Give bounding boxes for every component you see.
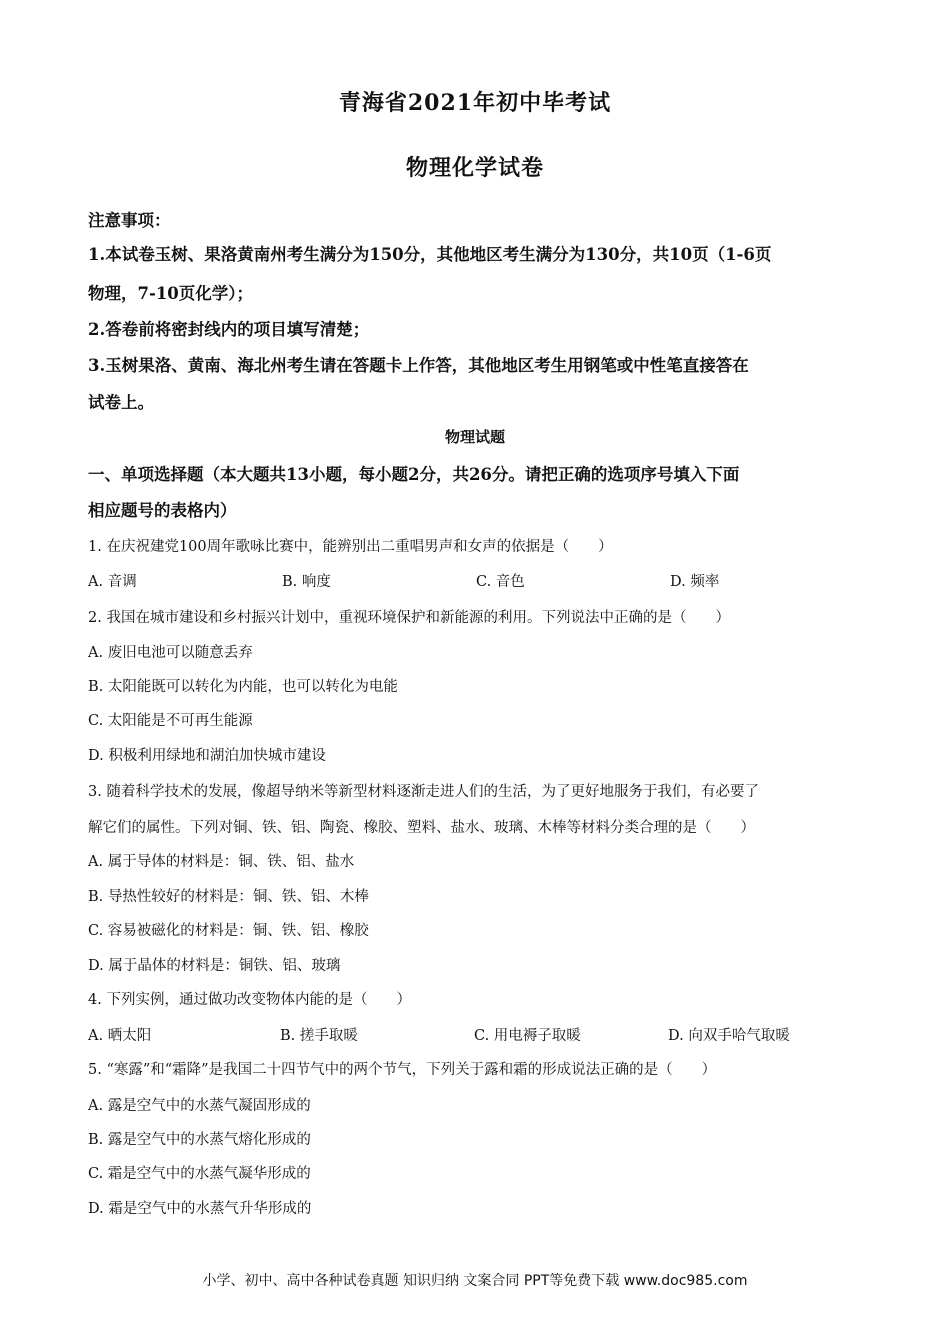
option-d[interactable]: D. 向双手哈气取暖 bbox=[668, 1028, 790, 1044]
option-c[interactable]: C. 音色 bbox=[476, 574, 525, 590]
option-a[interactable]: A. 废旧电池可以随意丢弃 bbox=[88, 645, 253, 661]
question-stem: 1. 在庆祝建党100周年歌咏比赛中，能辨别出二重唱男声和女声的依据是（ ） bbox=[88, 539, 613, 555]
question-stem: 2. 我国在城市建设和乡村振兴计划中，重视环境保护和新能源的利用。下列说法中正确的是（ ） bbox=[88, 610, 730, 626]
option-a[interactable]: A. 属于导体的材料是：铜、铁、铝、盐水 bbox=[88, 854, 355, 870]
question-stem: 3. 随着科学技术的发展，像超导纳米等新型材料逐渐走进人们的生活，为了更好地服务于我们，有必要了 bbox=[88, 784, 759, 800]
option-b[interactable]: B. 太阳能既可以转化为内能，也可以转化为电能 bbox=[88, 679, 398, 695]
option-b[interactable]: B. 搓手取暖 bbox=[280, 1028, 358, 1044]
options-row bbox=[88, 570, 868, 590]
option-c[interactable]: C. 容易被磁化的材料是：铜、铁、铝、橡胶 bbox=[88, 923, 369, 939]
option-b[interactable]: B. 露是空气中的水蒸气熔化形成的 bbox=[88, 1132, 311, 1148]
option-d[interactable]: D. 积极利用绿地和湖泊加快城市建设 bbox=[88, 748, 326, 764]
option-a[interactable]: A. 晒太阳 bbox=[88, 1028, 152, 1044]
notice-item: 试卷上。 bbox=[88, 393, 154, 412]
part-heading: 一、单项选择题（本大题共13小题，每小题2分，共26分。请把正确的选项序号填入下面 bbox=[88, 465, 740, 484]
question-stem: 解它们的属性。下列对铜、铁、铝、陶瓷、橡胶、塑料、盐水、玻璃、木棒等材料分类合理的是（ ） bbox=[88, 820, 755, 836]
options-row bbox=[88, 1024, 868, 1044]
part-heading: 相应题号的表格内） bbox=[88, 501, 237, 520]
option-d[interactable]: D. 频率 bbox=[670, 574, 720, 590]
option-d[interactable]: D. 霜是空气中的水蒸气升华形成的 bbox=[88, 1201, 312, 1217]
notice-heading: 注意事项： bbox=[88, 211, 171, 230]
section-title: 物理试题 bbox=[444, 428, 505, 446]
page-title: 青海省2021年初中毕考试 bbox=[338, 90, 612, 116]
option-c[interactable]: C. 太阳能是不可再生能源 bbox=[88, 713, 253, 729]
question-stem: 4. 下列实例，通过做功改变物体内能的是（ ） bbox=[88, 992, 411, 1008]
option-c[interactable]: C. 用电褥子取暖 bbox=[474, 1028, 581, 1044]
page-subtitle: 物理化学试卷 bbox=[405, 155, 544, 181]
page-footer: 小学、初中、高中各种试卷真题 知识归纳 文案合同 PPT等免费下载 www.doc985.com bbox=[202, 1273, 748, 1289]
option-b[interactable]: B. 响度 bbox=[282, 574, 331, 590]
option-b[interactable]: B. 导热性较好的材料是：铜、铁、铝、木棒 bbox=[88, 889, 369, 905]
notice-item: 1.本试卷玉树、果洛黄南州考生满分为150分，其他地区考生满分为130分，共10页（1-6页 bbox=[88, 245, 772, 264]
notice-item: 3.玉树果洛、黄南、海北州考生请在答题卡上作答，其他地区考生用钢笔或中性笔直接答在 bbox=[88, 356, 749, 375]
option-a[interactable]: A. 露是空气中的水蒸气凝固形成的 bbox=[88, 1098, 311, 1114]
notice-item: 物理，7-10页化学）； bbox=[88, 284, 254, 303]
question-stem: 5. “寒露”和“霜降”是我国二十四节气中的两个节气，下列关于露和霜的形成说法正确的是（ ） bbox=[88, 1062, 717, 1078]
notice-item: 2.答卷前将密封线内的项目填写清楚； bbox=[88, 320, 370, 339]
option-c[interactable]: C. 霜是空气中的水蒸气凝华形成的 bbox=[88, 1166, 311, 1182]
option-a[interactable]: A. 音调 bbox=[88, 574, 137, 590]
option-d[interactable]: D. 属于晶体的材料是：铜铁、铝、玻璃 bbox=[88, 958, 341, 974]
